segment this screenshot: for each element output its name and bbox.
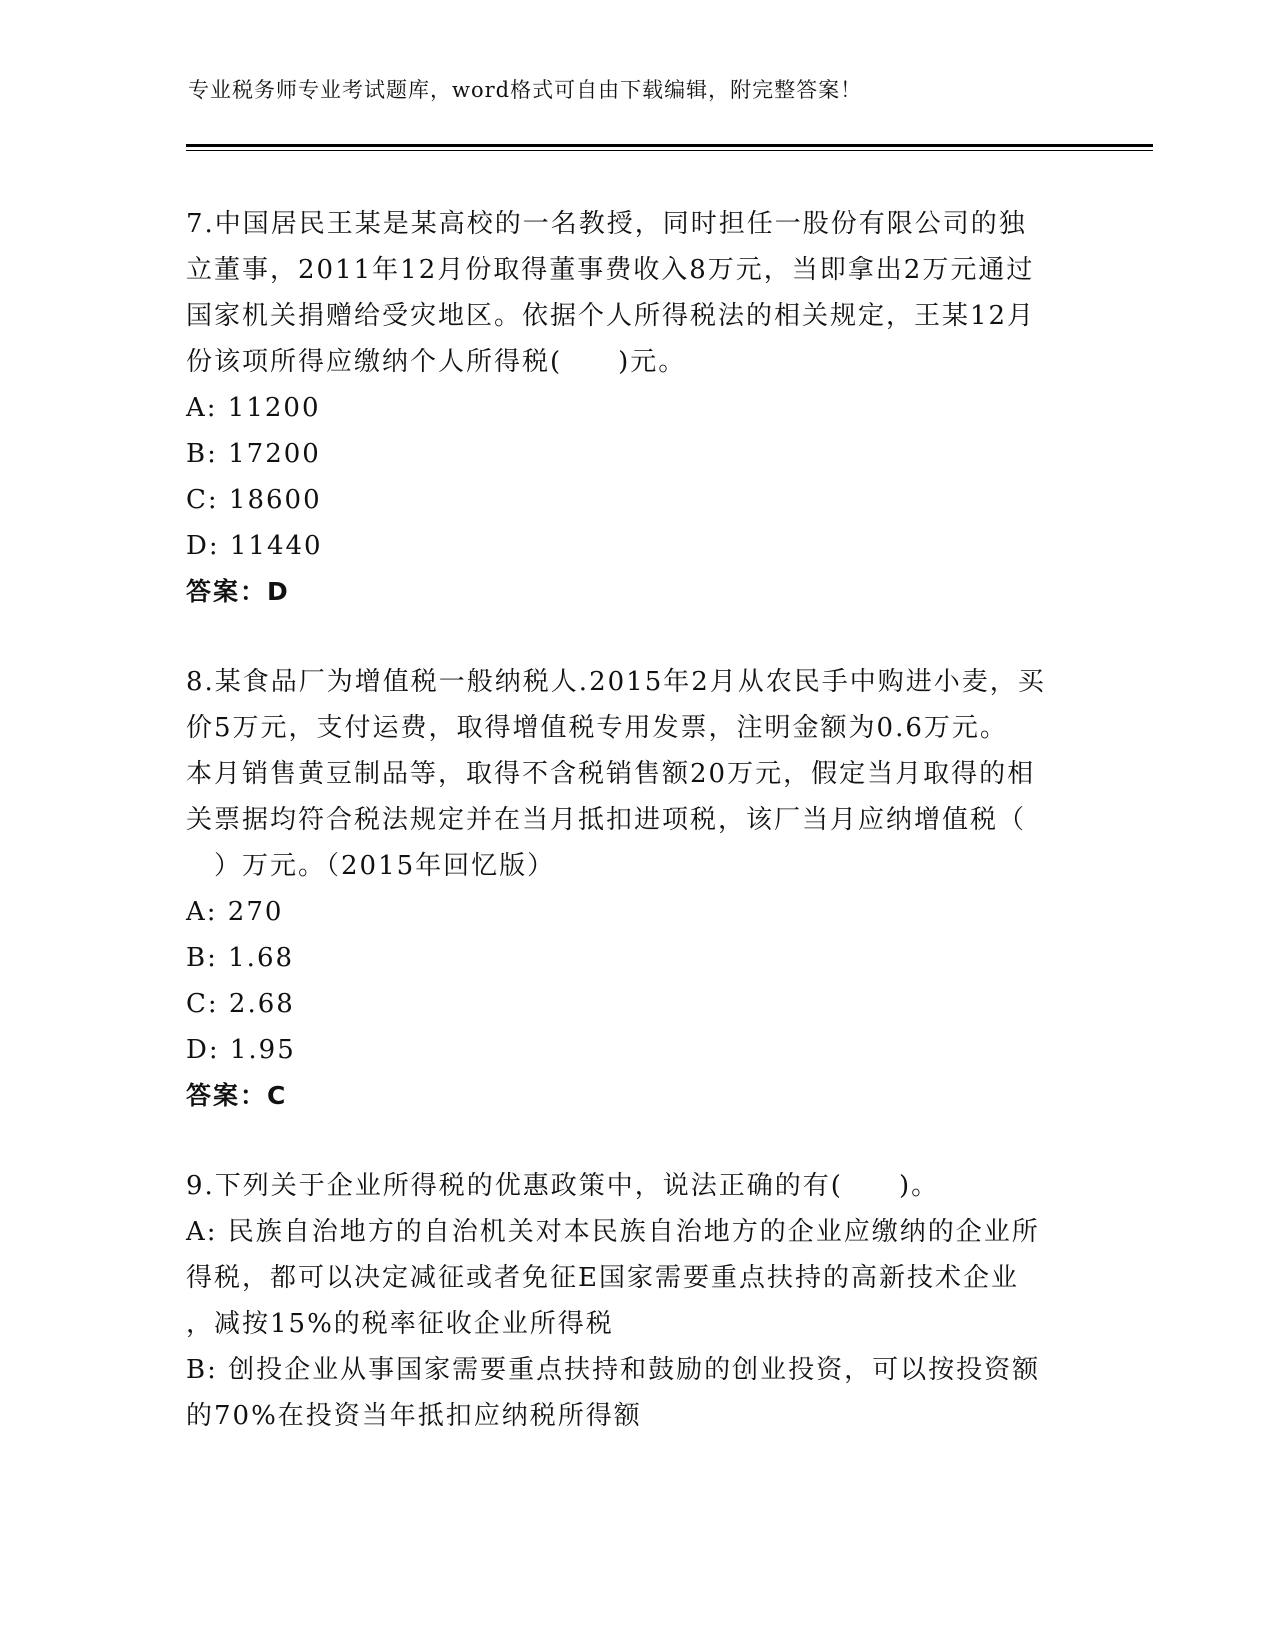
question-text: 9.下列关于企业所得税的优惠政策中，说法正确的有( )。 bbox=[186, 1171, 940, 1201]
question-spacer bbox=[186, 615, 1086, 659]
option-b: B: 17200 bbox=[186, 439, 321, 469]
questions-body bbox=[186, 201, 1086, 1439]
answer-label: 答案：D bbox=[186, 577, 290, 606]
option-b: B: 1.68 bbox=[186, 943, 295, 973]
header-rule-thick bbox=[186, 144, 1153, 147]
option-b: B: 创投企业从事国家需要重点扶持和鼓励的创业投资，可以按投资额 的70%在投资当年抵扣应纳税所得额 bbox=[186, 1355, 1041, 1431]
header-rule-thin bbox=[186, 150, 1153, 151]
question-8 bbox=[186, 659, 1086, 1119]
option-d: D: 1.95 bbox=[186, 1035, 296, 1065]
option-a: A: 民族自治地方的自治机关对本民族自治地方的企业应缴纳的企业所 得税，都可以决定减征或者免征E国家需要重点扶持的高新技术企业 ，减按15%的税率征收企业所得税 bbox=[186, 1217, 1040, 1339]
question-7 bbox=[186, 201, 1086, 615]
option-c: C: 18600 bbox=[186, 485, 322, 515]
question-text: 7.中国居民王某是某高校的一名教授，同时担任一股份有限公司的独 立董事，2011年12月份取得董事费收入8万元，当即拿出2万元通过 国家机关捐赠给受灾地区。依据个人所得税法的相关规定，王某12月 份该项所得应缴纳个人所得税( )元。 bbox=[186, 209, 1036, 377]
answer-label: 答案：C bbox=[186, 1081, 288, 1110]
question-text: 8.某食品厂为增值税一般纳税人.2015年2月从农民手中购进小麦，买 价5万元，支付运费，取得增值税专用发票，注明金额为0.6万元。 本月销售黄豆制品等，取得不含税销售额20万元，假定当月取得的相 关票据均符合税法规定并在当月抵扣进项税，该厂当月应纳增值税（ ）万元。（2015年回忆版） bbox=[186, 667, 1046, 881]
option-a: A: 270 bbox=[186, 897, 284, 927]
option-a: A: 11200 bbox=[186, 393, 321, 423]
question-spacer bbox=[186, 1119, 1086, 1163]
page-header: 专业税务师专业考试题库，word格式可自由下载编辑，附完整答案！ bbox=[188, 78, 863, 102]
option-c: C: 2.68 bbox=[186, 989, 295, 1019]
question-9 bbox=[186, 1163, 1086, 1439]
option-d: D: 11440 bbox=[186, 531, 323, 561]
